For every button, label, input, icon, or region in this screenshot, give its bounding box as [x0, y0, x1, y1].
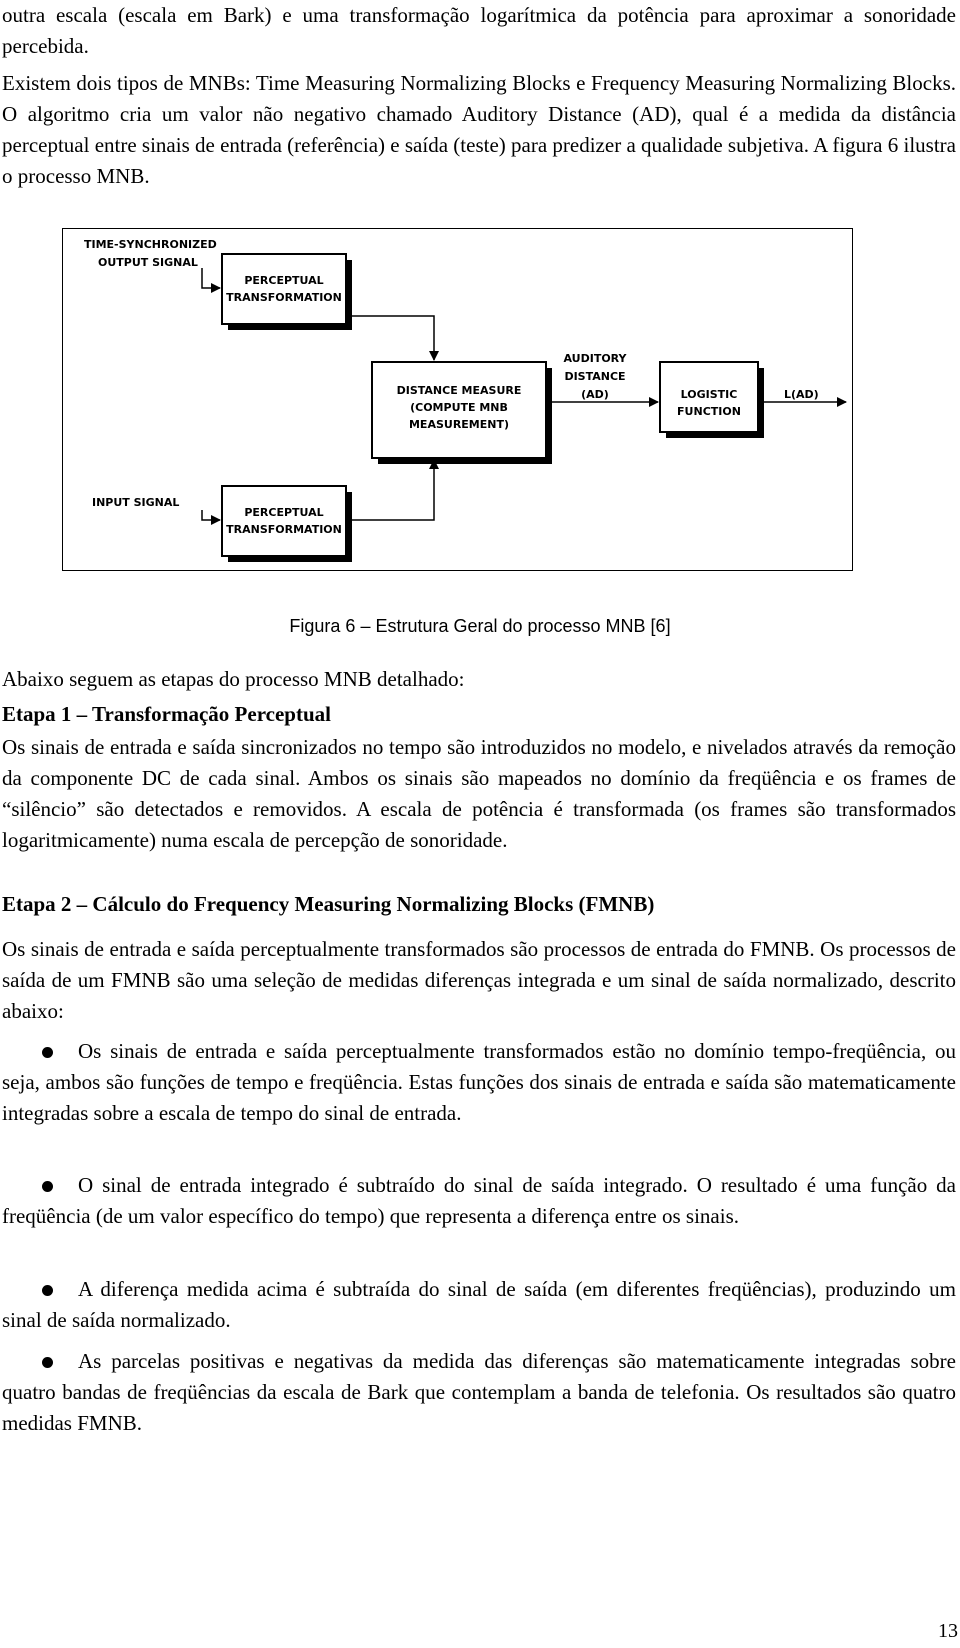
mnb-diagram: [62, 228, 854, 572]
auditory-line3: (AD): [581, 388, 609, 401]
distance-line1: DISTANCE MEASURE: [396, 384, 522, 397]
bullet-item-4: As parcelas positivas e negativas da medida das diferenças são matematicamente integradas sobre quatro bandas de freqüências da escala de Bark que contemplam a banda de telefonia. Os resultados são quatro medidas FMNB.: [2, 1349, 956, 1435]
figure-caption: Figura 6 – Estrutura Geral do processo MNB [6]: [289, 616, 671, 636]
output-signal-line2: OUTPUT SIGNAL: [98, 256, 198, 269]
output-signal-line1: TIME-SYNCHRONIZED: [84, 238, 217, 251]
bullet-item-3: A diferença medida acima é subtraída do sinal de saída (em diferentes freqüências), produzindo um sinal de saída normalizado.: [2, 1277, 956, 1332]
bullet-item-1: Os sinais de entrada e saída perceptualmente transformados estão no domínio tempo-freqüência, ou seja, ambos são funções de tempo e freqüência. Estas funções dos sinais de entrada e saída são matematicamente integradas sobre a escala de tempo do sinal de entrada.: [2, 1039, 956, 1125]
paragraph-etapa-1: Os sinais de entrada e saída sincronizados no tempo são introduzidos no modelo, e nivelados através da remoção da componente DC de cada sinal. Ambos os sinais são mapeados no domínio da freqüência e os frames de “silêncio” são detectados e removidos. A escala de potência é transformada (os frames são transformados logaritmicamente) numa escala de percepção de sonoridade.: [2, 735, 956, 852]
paragraph-mnb-types: Existem dois tipos de MNBs: Time Measuring Normalizing Blocks e Frequency Measuring Normalizing Blocks. O algoritmo cria um valor não negativo chamado Auditory Distance (AD), qual é a medida da distância perceptual entre sinais de entrada (referência) e saída (teste) para predizer a qualidade subjetiva. A figura 6 ilustra o processo MNB.: [2, 71, 956, 188]
perceptual-bottom-line2: TRANSFORMATION: [226, 523, 342, 536]
logistic-line2: FUNCTION: [677, 405, 741, 418]
input-signal-label: INPUT SIGNAL: [92, 496, 180, 509]
paragraph-etapa-2: Os sinais de entrada e saída perceptualmente transformados são processos de entrada do FMNB. Os processos de saída de um FMNB são uma seleção de medidas diferenças integrada e um sinal de saída normalizado, descrito abaixo:: [2, 937, 956, 1023]
auditory-line2: DISTANCE: [564, 370, 626, 383]
perceptual-top-line2: TRANSFORMATION: [226, 291, 342, 304]
paragraph-steps-intro: Abaixo seguem as etapas do processo MNB detalhado:: [2, 667, 465, 691]
perceptual-bottom-line1: PERCEPTUAL: [244, 506, 324, 519]
bullet-item-2: O sinal de entrada integrado é subtraído do sinal de saída integrado. O resultado é uma função da freqüência (de um valor específico do tempo) que representa a diferença entre os sinais.: [2, 1173, 956, 1228]
perceptual-top-line1: PERCEPTUAL: [244, 274, 324, 287]
heading-etapa-2: Etapa 2 – Cálculo do Frequency Measuring Normalizing Blocks (FMNB): [2, 892, 655, 916]
perceptual-transformation-top-box: [222, 254, 346, 324]
distance-line2: (COMPUTE MNB: [410, 401, 508, 414]
distance-line3: MEASUREMENT): [408, 418, 510, 431]
perceptual-transformation-bottom-box: [222, 486, 346, 556]
logistic-line1: LOGISTIC: [680, 388, 738, 401]
paragraph-intro-continued: outra escala (escala em Bark) e uma transformação logarítmica da potência para aproximar a sonoridade percebida.: [2, 3, 956, 58]
lad-label: L(AD): [784, 388, 819, 401]
heading-etapa-1: Etapa 1 – Transformação Perceptual: [2, 702, 331, 726]
auditory-line1: AUDITORY: [563, 352, 627, 365]
page-number: 13: [938, 1620, 958, 1642]
